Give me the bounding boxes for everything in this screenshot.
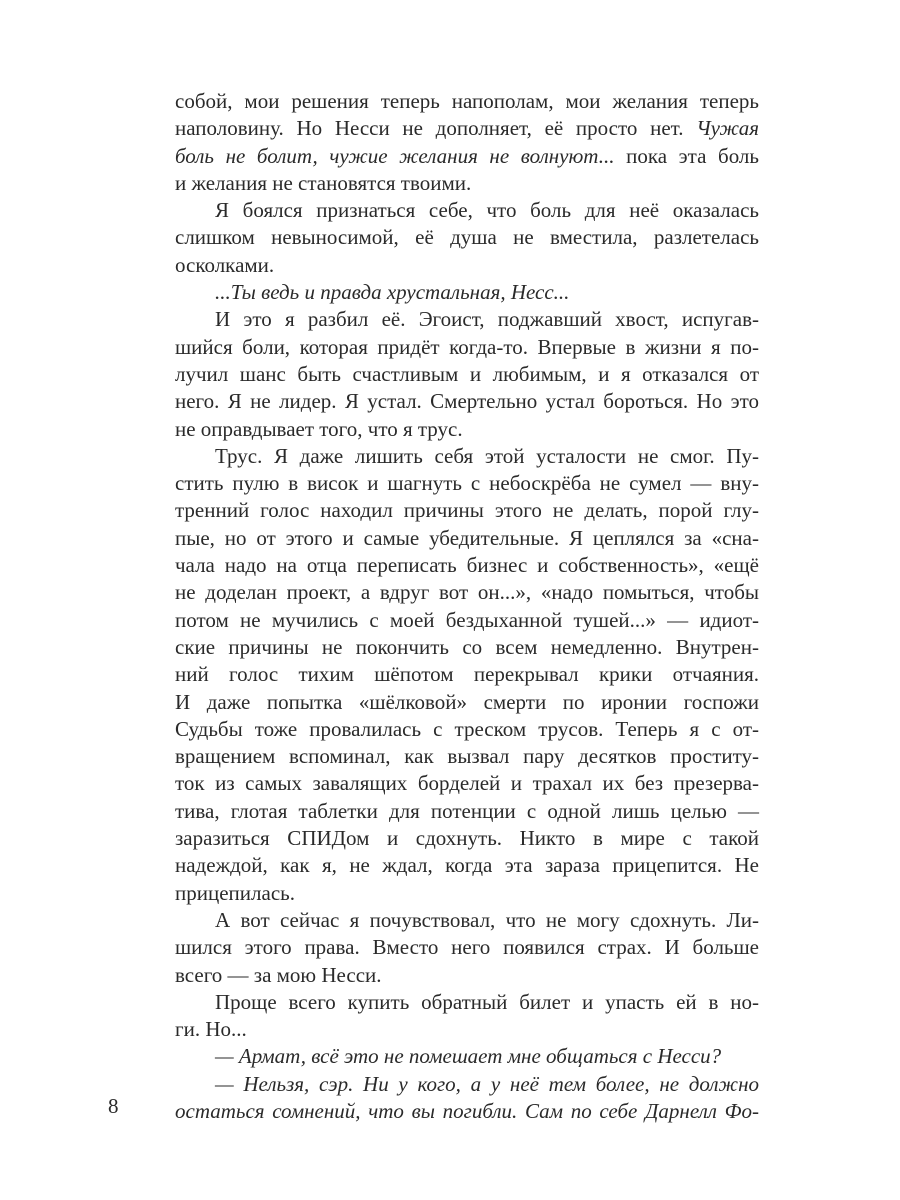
text-line (175, 334, 759, 361)
text-line (175, 716, 759, 743)
text-line (175, 825, 759, 852)
body-text (175, 88, 759, 1125)
text-line (175, 689, 759, 716)
text-segment: Я боялся признаться себе, что боль для неё оказалась (215, 198, 759, 223)
text-segment: Трус. Я даже лишить себя этой усталости не смог. Пу- (215, 443, 759, 468)
text-line (175, 470, 759, 497)
page-number: 8 (108, 1094, 119, 1118)
text-segment: надеждой, как я, не ждал, когда эта зараза прицепится. Не (175, 853, 759, 878)
text-line (175, 1043, 759, 1070)
text-line (175, 443, 759, 470)
text-segment: собой, мои решения теперь напополам, мои желания теперь (175, 89, 759, 113)
text-segment: тренний голос находил причины этого не делать, порой глу- (175, 498, 759, 523)
text-line (175, 170, 759, 197)
text-line (175, 306, 759, 333)
text-line (175, 224, 759, 251)
text-line (175, 552, 759, 579)
text-line (175, 907, 759, 934)
text-segment: И даже попытка «шёлковой» смерти по иронии госпожи (175, 689, 759, 714)
text-line (175, 661, 759, 688)
text-line (175, 798, 759, 825)
text-line (175, 197, 759, 224)
text-line (175, 1071, 759, 1098)
text-line (175, 743, 759, 770)
italic-text: ...Ты ведь и правда хрустальная, Несс... (215, 280, 570, 305)
text-segment: ские причины не покончить со всем немедленно. Внутрен- (175, 634, 759, 659)
text-segment: ток из самых завалящих борделей и трахал их без презерва- (175, 771, 759, 796)
text-segment: него. Я не лидер. Я устал. Смертельно устал бороться. Но это (175, 389, 759, 414)
text-line (175, 934, 759, 961)
text-segment: заразиться СПИДом и сдохнуть. Никто в мире с такой (175, 826, 759, 851)
italic-text: боль не болит, чужие желания не волнуют... (175, 143, 615, 168)
text-line (175, 115, 759, 142)
text-segment: лучил шанс быть счастливым и любимым, и я отказался от (175, 361, 759, 386)
text-segment: ний голос тихим шёпотом перекрывал крики отчаяния. (175, 662, 759, 687)
text-segment: шийся боли, которая придёт когда-то. Впервые в жизни я по- (175, 334, 759, 359)
text-segment: шился этого права. Вместо него появился страх. И больше (175, 935, 759, 960)
text-segment: Проще всего купить обратный билет и упасть ей в но- (215, 989, 759, 1014)
text-line (175, 1016, 759, 1043)
text-line (175, 579, 759, 606)
italic-text: остаться сомнений, что вы погибли. Сам по себе Дарнелл Фо- (175, 1098, 759, 1123)
text-line (175, 852, 759, 879)
text-line (175, 279, 759, 306)
text-segment: пока эта боль (614, 143, 759, 168)
text-segment: всего — за мою Несси. (175, 962, 382, 987)
text-segment: пые, но от этого и самые убедительные. Я цеплялся за «сна- (175, 525, 759, 550)
text-line (175, 1098, 759, 1125)
text-line (175, 361, 759, 388)
text-line (175, 962, 759, 989)
text-segment: стить пулю в висок и шагнуть с небоскрёба не сумел — вну- (175, 471, 759, 496)
text-line (175, 388, 759, 415)
text-segment: осколками. (175, 252, 275, 277)
text-line (175, 525, 759, 552)
text-segment: вращением вспоминал, как вызвал пару десятков проститу- (175, 744, 759, 769)
text-line (175, 634, 759, 661)
text-segment: А вот сейчас я почувствовал, что не могу сдохнуть. Ли- (215, 907, 759, 932)
italic-text: — Армат, всё это не помешает мне общаться с Несси? (215, 1044, 722, 1069)
text-segment: наполовину. Но Несси не дополняет, её просто нет. (175, 116, 697, 141)
text-segment: не доделан проект, а вдруг вот он...», «надо помыться, чтобы (175, 580, 759, 605)
text-line (175, 880, 759, 907)
text-line (175, 88, 759, 115)
italic-text: — Нельзя, сэр. Ни у кого, а у неё тем более, не должно (215, 1071, 759, 1096)
text-segment: не оправдывает того, что я трус. (175, 416, 463, 441)
text-segment: Судьбы тоже провалилась с треском трусов. Теперь я с от- (175, 716, 759, 741)
text-line (175, 770, 759, 797)
text-line (175, 143, 759, 170)
text-segment: ги. Но... (175, 1017, 247, 1042)
text-line (175, 416, 759, 443)
text-line (175, 252, 759, 279)
text-segment: И это я разбил её. Эгоист, поджавший хвост, испугав- (215, 307, 759, 332)
text-line (175, 497, 759, 524)
italic-text: Чужая (696, 116, 759, 141)
text-line (175, 607, 759, 634)
text-line (175, 989, 759, 1016)
text-segment: слишком невыносимой, её душа не вместила, разлетелась (175, 225, 759, 250)
text-segment: и желания не становятся твоими. (175, 170, 472, 195)
text-segment: чала надо на отца переписать бизнес и собственность», «ещё (175, 553, 759, 578)
text-segment: тива, глотая таблетки для потенции с одной лишь целью — (175, 798, 759, 823)
text-segment: потом не мучились с моей бездыханной тушей...» — идиот- (175, 607, 759, 632)
text-segment: прицепилась. (175, 880, 295, 905)
